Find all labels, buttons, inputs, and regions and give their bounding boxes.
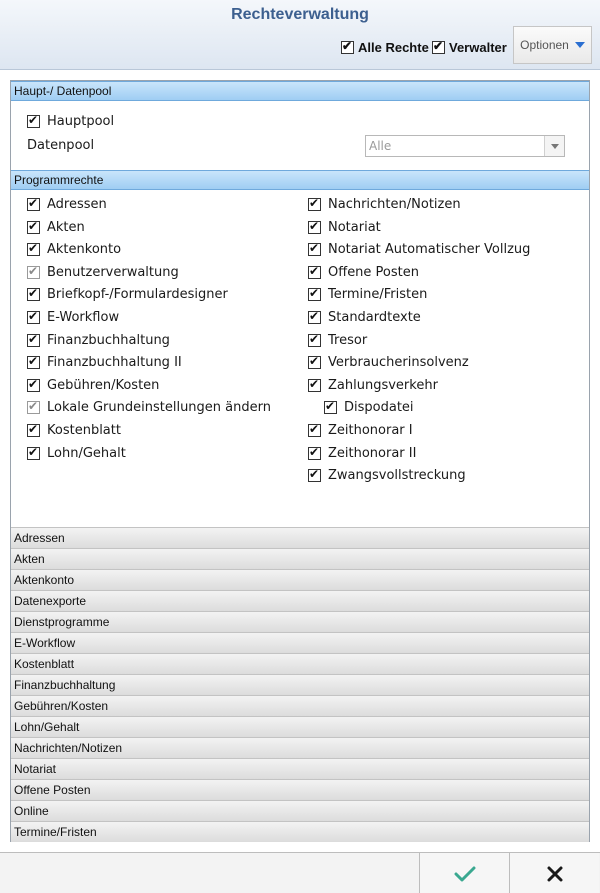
permission-label: E-Workflow [47, 310, 120, 325]
checkbox-box[interactable] [308, 288, 321, 301]
permission-label: Dispodatei [344, 400, 414, 416]
datenpool-select-value: Alle [369, 139, 392, 153]
check-icon [454, 865, 476, 883]
permission-label: Briefkopf-/Formulardesigner [47, 287, 228, 303]
permission-label: Nachrichten/Notizen [328, 197, 461, 212]
permission-label: Termine/Fristen [328, 287, 428, 303]
permission-checkbox[interactable] [27, 355, 182, 370]
permission-label: Finanzbuchhaltung [47, 332, 170, 348]
checkbox-box[interactable] [308, 221, 321, 234]
checkbox-box[interactable] [27, 447, 40, 460]
group-header[interactable]: Notariat [11, 758, 589, 779]
permission-label: Verbraucherinsolvenz [328, 355, 469, 371]
permission-checkbox[interactable] [308, 333, 367, 348]
checkbox-box[interactable] [308, 311, 321, 324]
checkbox-box[interactable] [308, 198, 321, 211]
permission-label: Zahlungsverkehr [328, 377, 438, 393]
checkbox-box[interactable] [27, 334, 40, 347]
checkbox-box[interactable] [27, 288, 40, 301]
checkbox-box[interactable] [27, 424, 40, 437]
group-header[interactable]: Nachrichten/Notizen [11, 737, 589, 758]
permission-label: Kostenblatt [47, 423, 121, 438]
permission-checkbox[interactable] [308, 378, 438, 393]
permission-label: Lohn/Gehalt [47, 445, 126, 461]
dropdown-arrow-icon [575, 42, 585, 48]
checkbox-box[interactable] [308, 266, 321, 279]
checkbox-box[interactable] [308, 243, 321, 256]
rights-panel [10, 80, 590, 842]
permission-checkbox[interactable] [324, 400, 414, 415]
group-header[interactable]: Aktenkonto [11, 569, 589, 590]
checkbox-box [27, 266, 40, 279]
permission-checkbox[interactable] [27, 310, 119, 325]
group-header[interactable]: Finanzbuchhaltung [11, 674, 589, 695]
permission-checkbox[interactable] [27, 333, 170, 348]
section-header-datenpool[interactable]: Haupt-/ Datenpool [11, 81, 589, 101]
permission-label: Benutzerverwaltung [47, 264, 179, 280]
checkbox-box[interactable] [27, 379, 40, 392]
permission-label: Zwangsvollstreckung [328, 468, 466, 484]
window-title: Rechteverwaltung [231, 6, 369, 23]
options-button[interactable] [513, 26, 592, 64]
group-header[interactable]: Datenexporte [11, 590, 589, 611]
alle-rechte-label: Alle Rechte [358, 40, 429, 55]
permission-checkbox[interactable] [308, 355, 469, 370]
group-header[interactable]: Akten [11, 548, 589, 569]
checkbox-box [27, 401, 40, 414]
permission-checkbox[interactable] [27, 378, 159, 393]
group-header[interactable]: Lohn/Gehalt [11, 716, 589, 737]
permission-label: Aktenkonto [47, 242, 122, 258]
permission-label: Zeithonorar II [328, 445, 417, 461]
checkbox-box[interactable] [341, 41, 354, 54]
header-bar [0, 0, 600, 70]
checkbox-box[interactable] [27, 243, 40, 256]
verwalter-checkbox[interactable] [432, 40, 507, 55]
permission-label: Finanzbuchhaltung II [47, 355, 182, 371]
permission-checkbox[interactable] [27, 220, 85, 235]
permission-checkbox[interactable] [308, 242, 530, 257]
checkbox-box[interactable] [27, 221, 40, 234]
verwalter-label: Verwalter [449, 40, 507, 55]
permission-checkbox[interactable] [308, 265, 419, 280]
checkbox-box[interactable] [308, 379, 321, 392]
permission-label: Gebühren/Kosten [47, 377, 160, 393]
permission-checkbox[interactable] [308, 423, 413, 438]
permission-checkbox[interactable] [308, 287, 427, 302]
datenpool-label: Datenpool [27, 138, 95, 153]
permission-label: Notariat [328, 219, 381, 235]
checkbox-box[interactable] [27, 356, 40, 369]
permission-label: Tresor [328, 332, 368, 348]
hauptpool-checkbox[interactable] [27, 114, 114, 129]
group-header[interactable]: Adressen [11, 527, 589, 548]
permission-groups-list [11, 527, 589, 842]
options-label: Optionen [520, 38, 569, 52]
group-header[interactable]: Kostenblatt [11, 653, 589, 674]
permission-label: Zeithonorar I [328, 423, 413, 438]
group-header[interactable]: Online [11, 800, 589, 821]
permission-checkbox[interactable] [27, 446, 126, 461]
permission-checkbox[interactable] [27, 423, 121, 438]
footer-bar [0, 852, 600, 893]
checkbox-box[interactable] [308, 334, 321, 347]
group-header[interactable]: Dienstprogramme [11, 611, 589, 632]
permission-label: Notariat Automatischer Vollzug [328, 242, 531, 258]
permission-label: Adressen [47, 197, 107, 212]
permission-checkbox[interactable] [27, 265, 179, 280]
hauptpool-label: Hauptpool [47, 114, 115, 129]
permission-label: Akten [47, 219, 85, 235]
checkbox-box[interactable] [432, 41, 445, 54]
permission-label: Offene Posten [328, 264, 419, 280]
checkbox-box[interactable] [308, 424, 321, 437]
checkbox-box[interactable] [324, 401, 337, 414]
permission-checkbox[interactable] [308, 446, 416, 461]
permission-checkbox[interactable] [27, 242, 121, 257]
alle-rechte-checkbox[interactable] [341, 40, 429, 55]
group-header[interactable]: Termine/Fristen [11, 821, 589, 842]
permission-label: Standardtexte [328, 310, 421, 325]
cancel-button[interactable] [509, 853, 599, 893]
permission-checkbox[interactable] [308, 310, 421, 325]
group-header[interactable]: Offene Posten [11, 779, 589, 800]
permission-checkbox[interactable] [27, 197, 107, 212]
permission-checkbox[interactable] [308, 197, 461, 212]
section-header-programmrechte[interactable]: Programmrechte [11, 170, 589, 190]
permission-checkbox[interactable] [308, 220, 381, 235]
group-header[interactable]: E-Workflow [11, 632, 589, 653]
checkbox-box[interactable] [27, 115, 40, 128]
checkbox-box[interactable] [27, 198, 40, 211]
checkbox-box[interactable] [308, 447, 321, 460]
permission-checkbox[interactable] [308, 468, 466, 483]
chevron-down-icon[interactable] [544, 136, 564, 156]
confirm-button[interactable] [419, 853, 509, 893]
close-icon [546, 865, 564, 883]
checkbox-box[interactable] [308, 469, 321, 482]
checkbox-box[interactable] [27, 311, 40, 324]
datenpool-select[interactable] [365, 135, 565, 157]
permission-checkbox[interactable] [27, 287, 228, 302]
permission-checkbox[interactable] [27, 400, 271, 415]
group-header[interactable]: Gebühren/Kosten [11, 695, 589, 716]
permission-label: Lokale Grundeinstellungen ändern [47, 400, 271, 416]
checkbox-box[interactable] [308, 356, 321, 369]
